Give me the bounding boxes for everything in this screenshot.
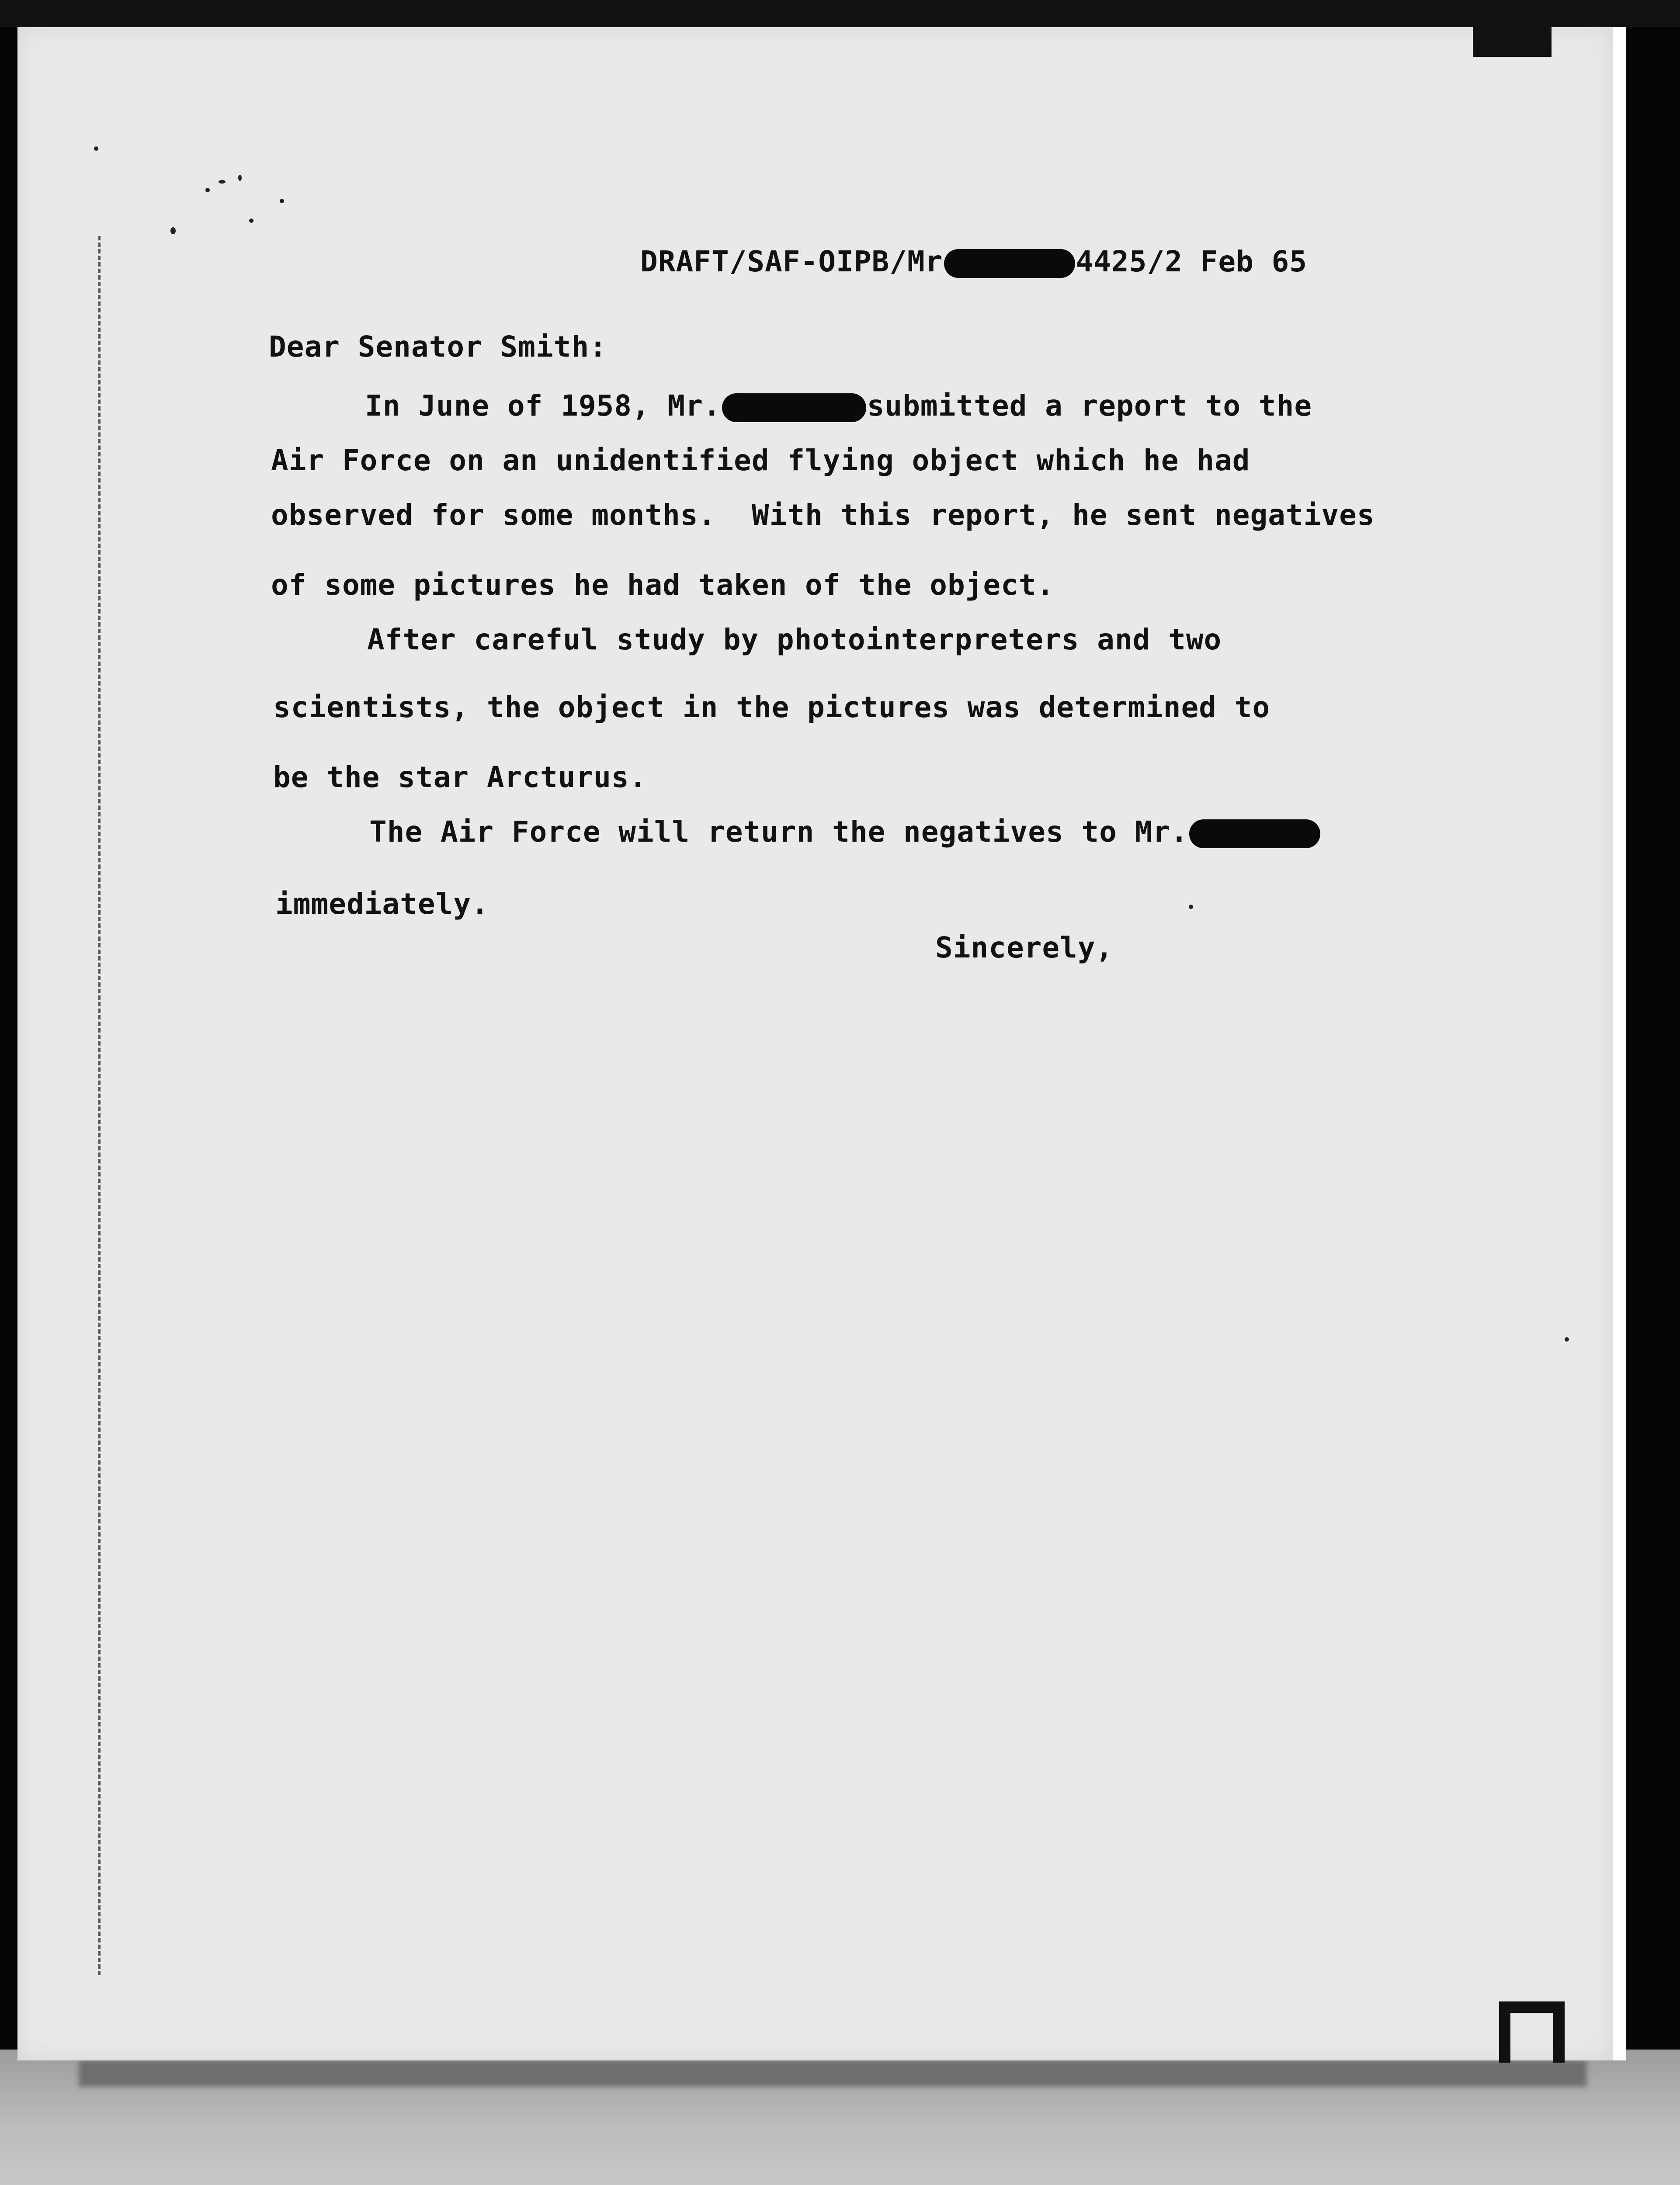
redaction-mark xyxy=(944,249,1075,278)
body-line: scientists, the object in the pictures was determined to xyxy=(273,690,1270,724)
body-line: After careful study by photointerpreters and two xyxy=(367,623,1222,656)
left-margin-rule xyxy=(98,236,101,1975)
body-line: immediately. xyxy=(275,887,489,921)
body-line xyxy=(369,815,1321,849)
header-prefix: DRAFT/SAF-OIPB/Mr xyxy=(640,245,943,278)
page-shadow xyxy=(79,2060,1586,2087)
salutation: Dear Senator Smith: xyxy=(269,330,607,364)
redaction-mark xyxy=(722,393,866,422)
body-line: Air Force on an unidentified flying object which he had xyxy=(271,444,1250,477)
redaction-mark xyxy=(1189,819,1320,848)
corner-mark-bottom xyxy=(1499,2001,1565,2063)
top-border xyxy=(0,0,1680,27)
body-line: of some pictures he had taken of the object. xyxy=(271,568,1055,602)
document-page xyxy=(17,26,1613,2060)
document-reference-header xyxy=(640,245,1307,278)
corner-mark-top xyxy=(1473,25,1552,57)
body-line: observed for some months. With this report, he sent negatives xyxy=(271,498,1375,532)
body-text: In June of 1958, Mr. xyxy=(365,389,721,423)
body-line: be the star Arcturus. xyxy=(273,760,647,794)
body-text: submitted a report to the xyxy=(867,389,1312,423)
header-suffix: 4425/2 Feb 65 xyxy=(1076,245,1308,278)
body-text: The Air Force will return the negatives to Mr. xyxy=(369,815,1188,849)
page-edge xyxy=(1613,26,1626,2060)
body-line xyxy=(365,389,1312,423)
closing: Sincerely, xyxy=(935,931,1114,964)
